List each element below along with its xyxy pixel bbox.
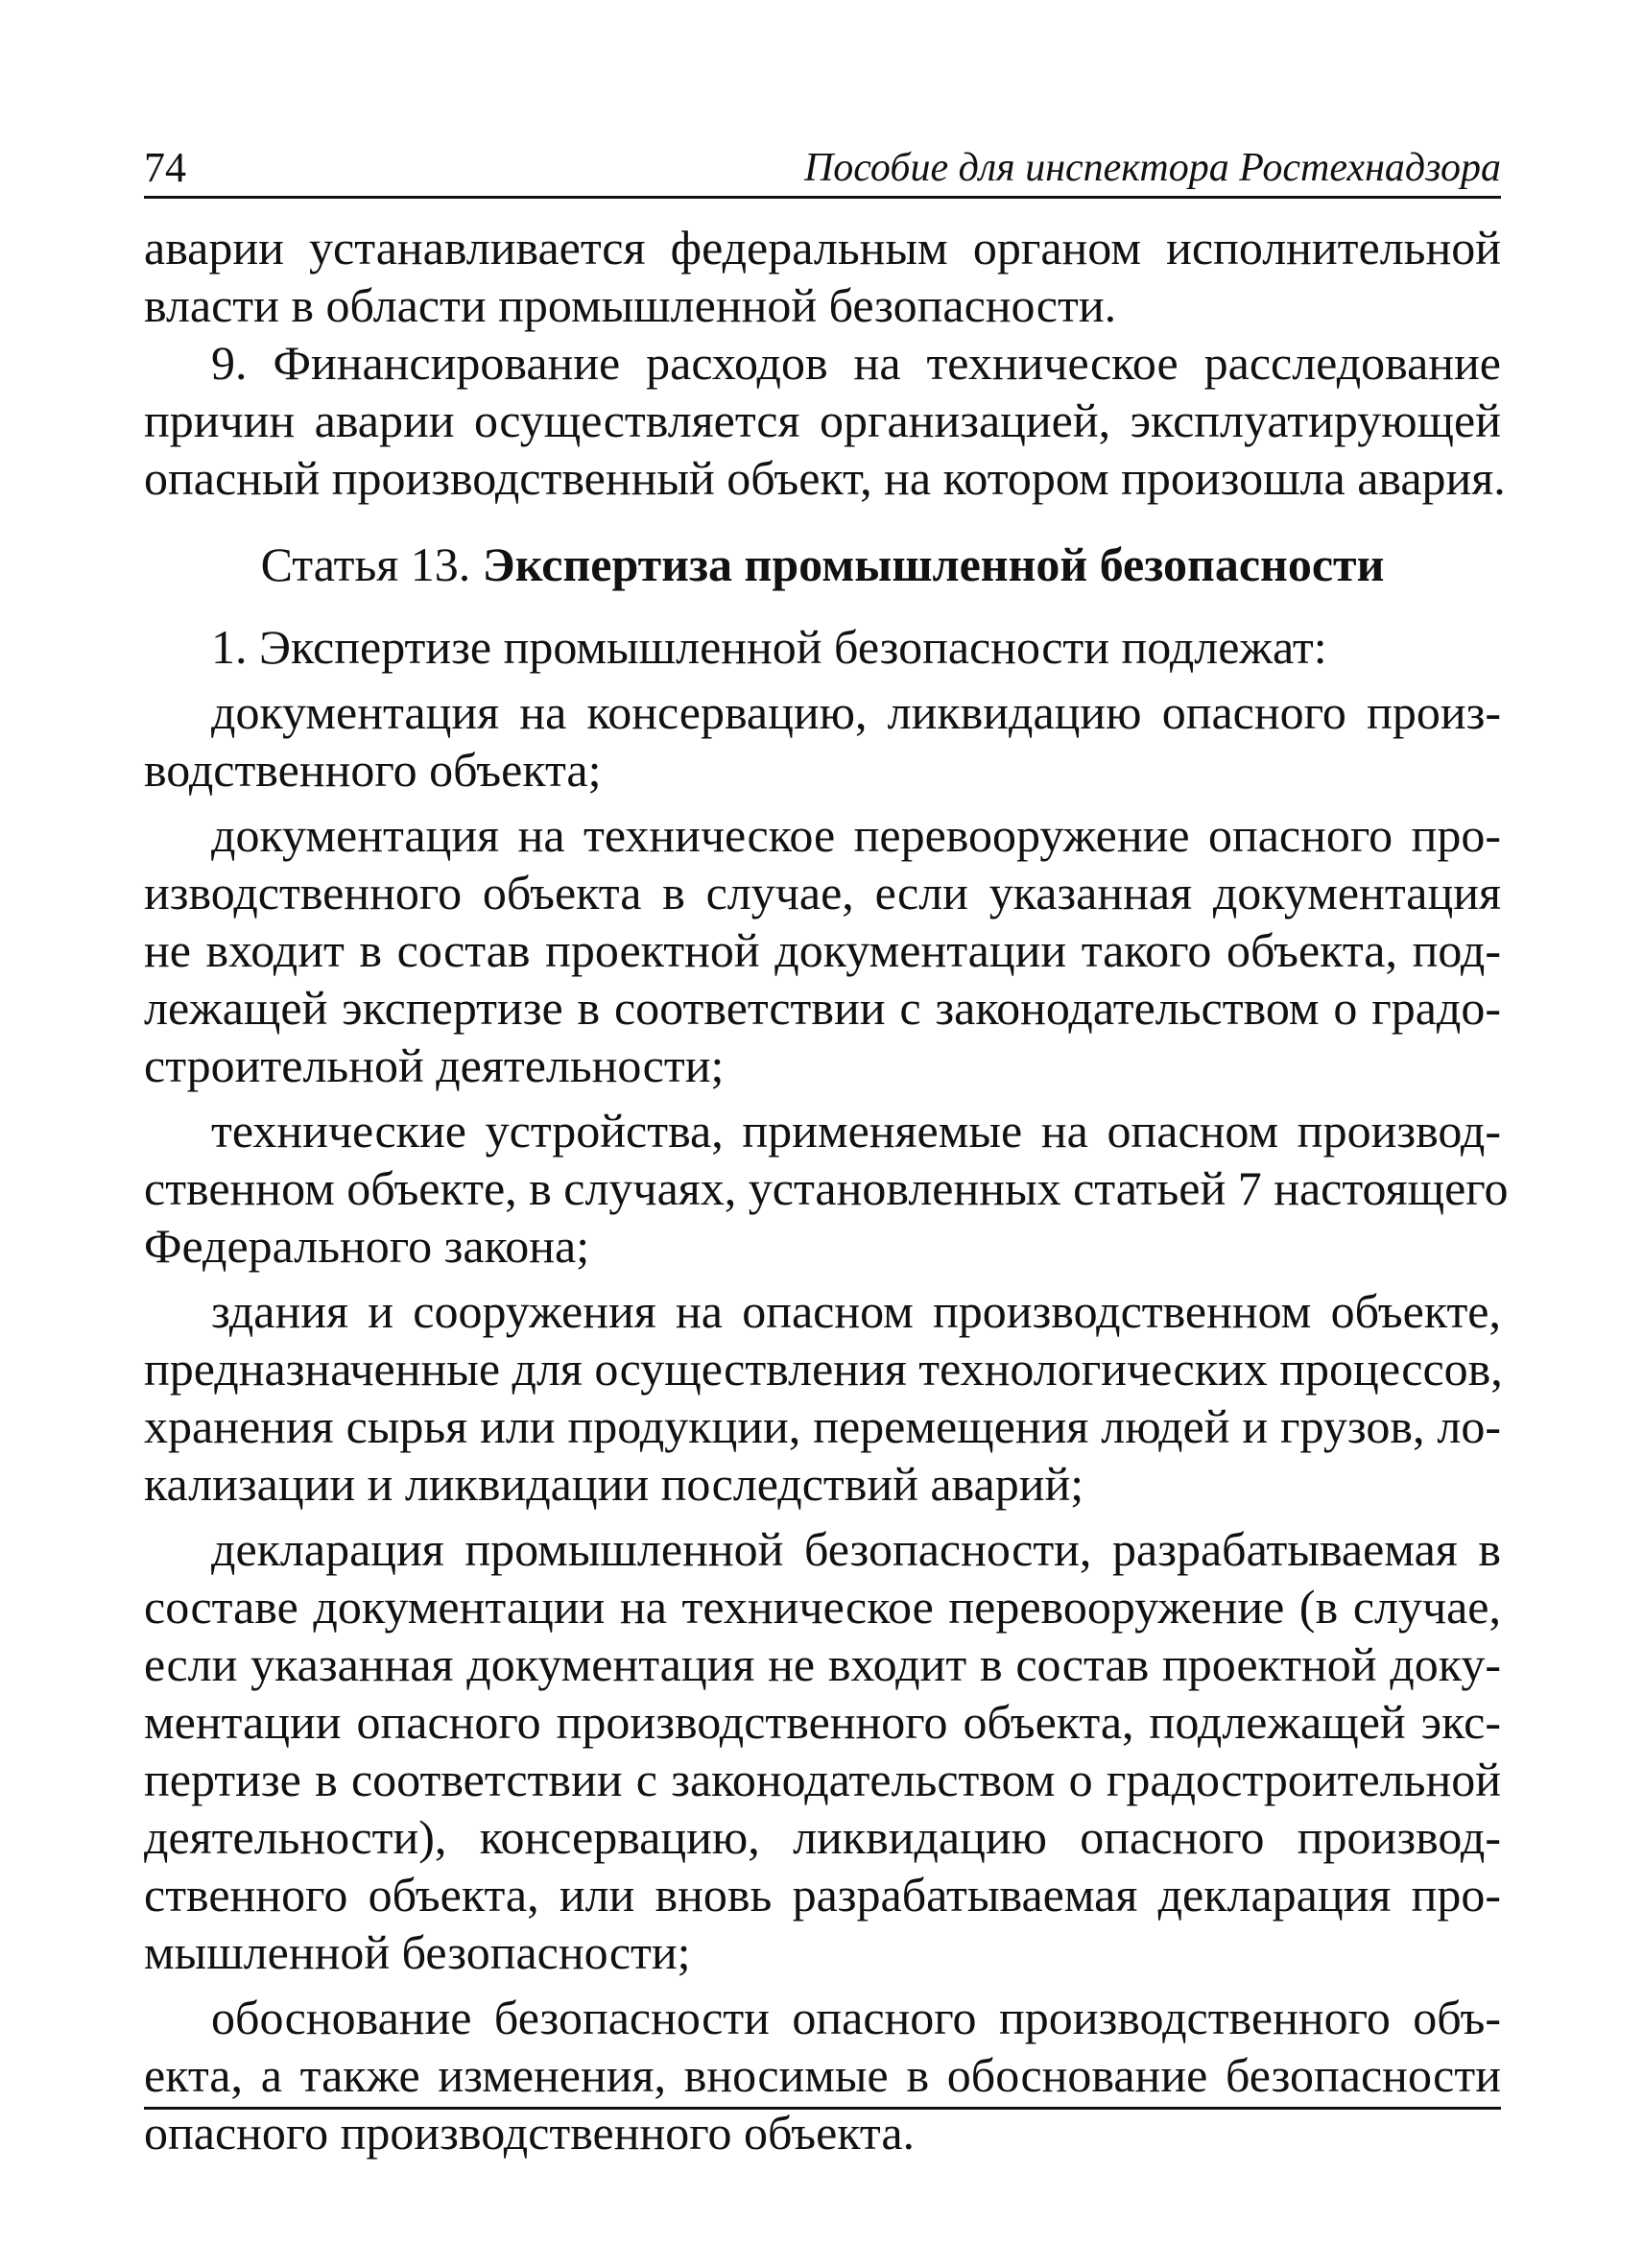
- paragraph-continuation: [144, 219, 1501, 334]
- text-line: власти в области промышленной безопасности.: [144, 278, 1117, 332]
- paragraph-item-9: [144, 334, 1506, 507]
- text-line: лежащей экспертизе в соответствии с законодательством о градо-: [144, 981, 1501, 1035]
- text-line: обоснование безопасности опасного производственного объ-: [211, 1991, 1501, 2044]
- paragraph-list-entry: [144, 1520, 1501, 1981]
- paragraph-list-entry: [144, 806, 1501, 1094]
- text-line: екта, а также изменения, вносимые в обоснование безопасности: [144, 2048, 1501, 2102]
- text-line: изводственного объекта в случае, если указанная документация: [144, 866, 1501, 919]
- article-heading: [144, 536, 1501, 593]
- footer-rule: [144, 2107, 1501, 2110]
- page-number: 74: [144, 144, 186, 191]
- text-line: аварии устанавливается федеральным органом исполнительной: [144, 221, 1501, 275]
- text-line: не входит в состав проектной документации такого объекта, под-: [144, 923, 1501, 977]
- body-text: [144, 219, 1509, 2161]
- paragraph-list-entry: [144, 1102, 1509, 1275]
- text-line: причин аварии осуществляется организацией, эксплуатирующей: [144, 394, 1501, 447]
- running-title: Пособие для инспектора Ростехнадзора: [803, 146, 1501, 190]
- text-line: водственного объекта;: [144, 743, 602, 797]
- text-line: строительной деятельности;: [144, 1039, 725, 1092]
- text-line: ственном объекте, в случаях, установленных статьей 7 настоящего: [144, 1161, 1509, 1215]
- text-line: ментации опасного производственного объекта, подлежащей экс-: [144, 1695, 1501, 1749]
- paragraph-list-entry: [144, 1282, 1501, 1513]
- text-line: технические устройства, применяемые на опасном производ-: [211, 1104, 1501, 1158]
- paragraph-item-1: [144, 618, 1501, 676]
- text-line: 1. Экспертизе промышленной безопасности подлежат:: [211, 620, 1327, 674]
- text-line: составе документации на техническое перевооружение (в случае,: [144, 1580, 1501, 1634]
- text-line: кализации и ликвидации последствий аварий;: [144, 1457, 1084, 1511]
- text-line: 9. Финансирование расходов на техническое расследование: [211, 336, 1501, 390]
- text-line: здания и сооружения на опасном производственном объекте,: [211, 1284, 1501, 1338]
- text-line: документация на консервацию, ликвидацию опасного произ-: [211, 685, 1501, 739]
- text-line: ственного объекта, или вновь разрабатываемая декларация про-: [144, 1868, 1501, 1922]
- paragraph-list-entry: [144, 1989, 1501, 2161]
- running-head: [144, 142, 1501, 199]
- text-line: опасный производственный объект, на котором произошла авария.: [144, 451, 1506, 505]
- text-line: пертизе в соответствии с законодательством о градостроительной: [144, 1753, 1501, 1806]
- text-line: деятельности), консервацию, ликвидацию опасного производ-: [144, 1810, 1501, 1864]
- text-line: декларация промышленной безопасности, разрабатываемая в: [211, 1522, 1501, 1576]
- text-line: мышленной безопасности;: [144, 1925, 691, 1979]
- article-title: Экспертиза промышленной безопасности: [482, 537, 1385, 591]
- text-line: Федерального закона;: [144, 1219, 590, 1273]
- text-line: предназначенные для осуществления технологических процессов,: [144, 1342, 1503, 1396]
- article-prefix: Статья 13.: [260, 537, 471, 591]
- text-line: хранения сырья или продукции, перемещения людей и грузов, ло-: [144, 1399, 1501, 1453]
- paragraph-list-entry: [144, 683, 1501, 799]
- text-line: документация на техническое перевооружение опасного про-: [211, 808, 1501, 862]
- text-line: опасного производственного объекта.: [144, 2106, 916, 2160]
- text-line: если указанная документация не входит в состав проектной доку-: [144, 1637, 1501, 1691]
